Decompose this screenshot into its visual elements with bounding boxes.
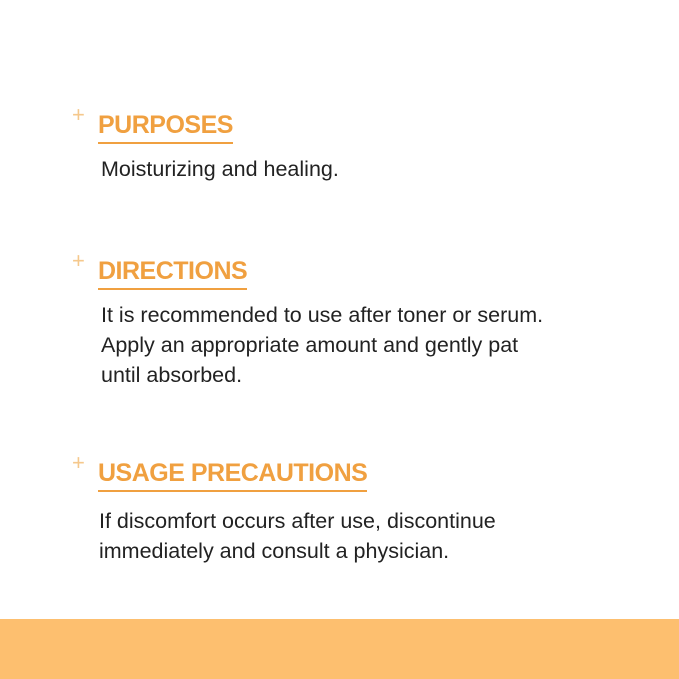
plus-icon: + (72, 248, 85, 273)
plus-icon: + (72, 450, 85, 475)
text-line: until absorbed. (101, 363, 243, 387)
text-line: immediately and consult a physician. (99, 539, 450, 563)
footer-bar (0, 619, 679, 679)
section-heading-purposes: PURPOSES (98, 113, 233, 144)
purposes-text (101, 154, 339, 184)
text-line: If discomfort occurs after use, discontinue (99, 509, 496, 533)
plus-icon: + (72, 102, 85, 127)
text-line: Apply an appropriate amount and gently pat (101, 333, 519, 357)
text-line: It is recommended to use after toner or serum. (101, 303, 544, 327)
section-heading-directions: DIRECTIONS (98, 259, 247, 290)
text-line: Moisturizing and healing. (101, 157, 339, 181)
section-heading-usage-precautions: USAGE PRECAUTIONS (98, 461, 367, 492)
directions-text (101, 300, 543, 390)
usage-precautions-text (99, 506, 496, 566)
